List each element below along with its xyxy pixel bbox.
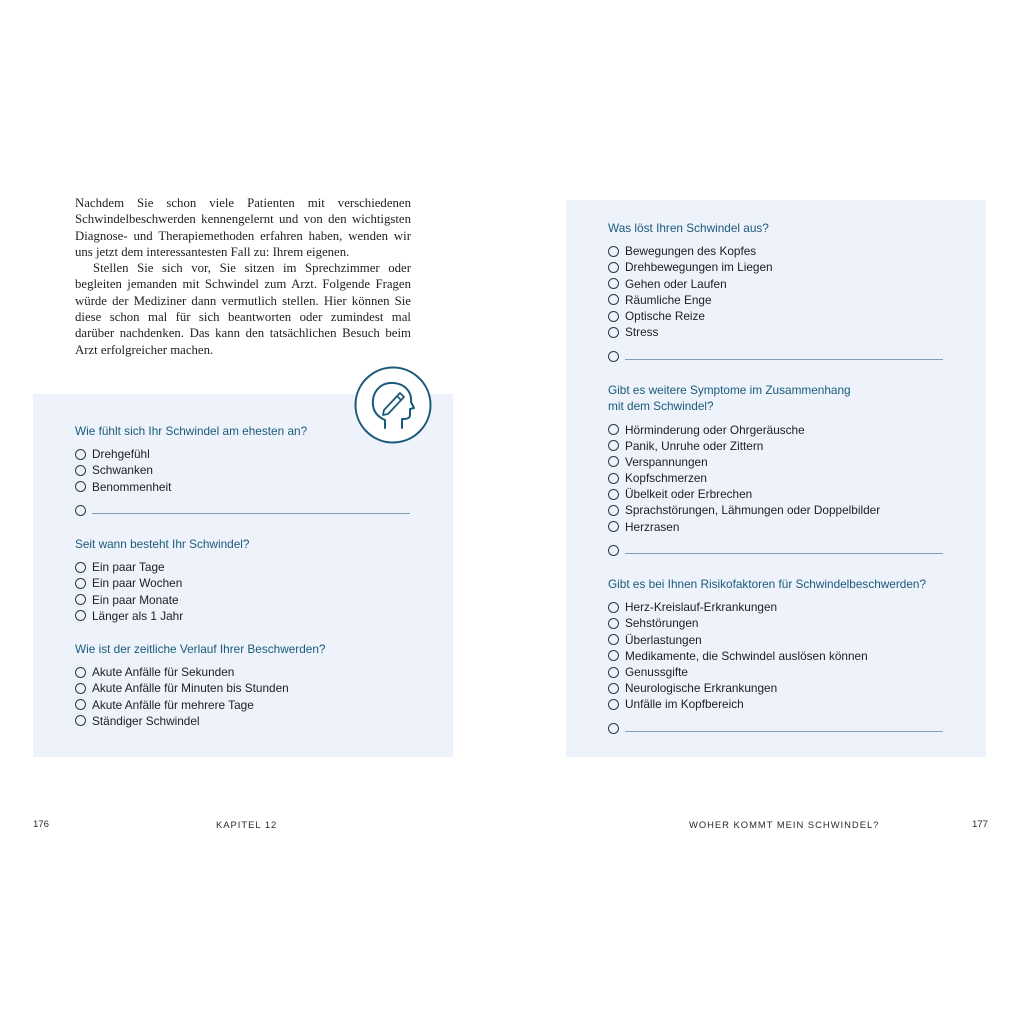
other-answer-field[interactable]	[608, 348, 943, 364]
option-laenger-als-1-jahr[interactable]	[75, 608, 249, 624]
other-answer-field[interactable]	[608, 543, 943, 559]
option-bewegungen-kopf[interactable]	[608, 243, 943, 259]
option-label: Kopfschmerzen	[625, 471, 707, 486]
radio-button[interactable]	[608, 424, 619, 435]
question-title: Wie ist der zeitliche Verlauf Ihrer Beschwerden?	[75, 642, 326, 656]
question-since-when	[75, 536, 249, 624]
radio-button[interactable]	[75, 594, 86, 605]
page-number-right: 177	[972, 819, 989, 830]
option-ueberlastungen[interactable]	[608, 632, 943, 648]
option-verspannungen[interactable]	[608, 454, 943, 470]
option-unfaelle-kopfbereich[interactable]	[608, 696, 943, 712]
option-label: Akute Anfälle für Sekunden	[92, 665, 235, 680]
radio-button[interactable]	[75, 562, 86, 573]
questionnaire-panel-left	[33, 394, 453, 757]
option-sehstoerungen[interactable]	[608, 615, 943, 631]
question-title: Seit wann besteht Ihr Schwindel?	[75, 537, 250, 551]
option-label: Bewegungen des Kopfes	[625, 244, 757, 259]
radio-button[interactable]	[75, 449, 86, 460]
option-label: Überlastungen	[625, 632, 702, 647]
option-label: Ein paar Tage	[92, 560, 165, 575]
option-staendiger-schwindel[interactable]	[75, 713, 325, 729]
question-title: Was löst Ihren Schwindel aus?	[608, 221, 769, 235]
option-gehen-laufen[interactable]	[608, 276, 943, 292]
intro-paragraph-1: Nachdem Sie schon viele Patienten mit verschiedenen Schwindelbeschwerden kennengelernt und von den wichtigsten Diagnose- und Therapiemethoden erfahren haben, wenden wir uns jetzt dem interessantesten Fall zu: Ihrem eigenen.	[75, 196, 411, 259]
option-label: Ständiger Schwindel	[92, 713, 200, 728]
option-neurologische-erkrankungen[interactable]	[608, 680, 943, 696]
option-label: Benommenheit	[92, 479, 172, 494]
other-answer-field[interactable]	[608, 721, 943, 737]
radio-button[interactable]	[608, 246, 619, 257]
radio-button[interactable]	[75, 610, 86, 621]
option-medikamente[interactable]	[608, 648, 943, 664]
option-stress[interactable]	[608, 324, 943, 340]
option-drehbewegungen-liegen[interactable]	[608, 259, 943, 275]
option-label: Sprachstörungen, Lähmungen oder Doppelbilder	[625, 503, 881, 518]
radio-button[interactable]	[75, 715, 86, 726]
option-label: Länger als 1 Jahr	[92, 608, 184, 623]
option-benommenheit[interactable]	[75, 479, 410, 495]
radio-button[interactable]	[608, 650, 619, 661]
option-herzrasen[interactable]	[608, 519, 943, 535]
radio-button[interactable]	[608, 505, 619, 516]
radio-button[interactable]	[608, 473, 619, 484]
option-label: Ein paar Wochen	[92, 576, 183, 591]
running-head-left: KAPITEL 12	[216, 819, 278, 830]
option-label: Sehstörungen	[625, 616, 699, 631]
option-label: Panik, Unruhe oder Zittern	[625, 438, 764, 453]
option-label: Genussgifte	[625, 665, 688, 680]
option-sprachstoerungen[interactable]	[608, 502, 943, 518]
option-label: Hörminderung oder Ohrgeräusche	[625, 422, 805, 437]
question-title	[608, 382, 943, 414]
option-label: Optische Reize	[625, 309, 705, 324]
option-raeumliche-enge[interactable]	[608, 292, 943, 308]
radio-button[interactable]	[75, 683, 86, 694]
option-genussgifte[interactable]	[608, 664, 943, 680]
radio-button[interactable]	[608, 699, 619, 710]
option-label: Unfälle im Kopfbereich	[625, 697, 744, 712]
radio-button[interactable]	[608, 278, 619, 289]
radio-button[interactable]	[608, 618, 619, 629]
radio-button[interactable]	[75, 505, 86, 516]
radio-button[interactable]	[75, 667, 86, 678]
radio-button[interactable]	[608, 521, 619, 532]
question-title-line-2: mit dem Schwindel?	[608, 399, 714, 414]
radio-button[interactable]	[608, 327, 619, 338]
option-label: Übelkeit oder Erbrechen	[625, 487, 753, 502]
option-label: Neurologische Erkrankungen	[625, 681, 778, 696]
option-akute-anfaelle-minuten[interactable]	[75, 680, 325, 696]
option-label: Verspannungen	[625, 454, 708, 469]
option-label: Akute Anfälle für Minuten bis Stunden	[92, 681, 289, 696]
option-uebelkeit[interactable]	[608, 486, 943, 502]
option-optische-reize[interactable]	[608, 308, 943, 324]
answer-line[interactable]	[625, 553, 943, 554]
option-label: Herzrasen	[625, 519, 680, 534]
head-pencil-icon	[354, 366, 432, 444]
option-label: Herz-Kreislauf-Erkrankungen	[625, 600, 778, 615]
questionnaire-panel-right	[566, 200, 986, 757]
option-hoerminderung[interactable]	[608, 421, 943, 437]
answer-line[interactable]	[92, 513, 410, 514]
radio-button[interactable]	[608, 683, 619, 694]
option-ein-paar-monate[interactable]	[75, 592, 249, 608]
radio-button[interactable]	[608, 489, 619, 500]
option-schwanken[interactable]	[75, 462, 410, 478]
radio-button[interactable]	[608, 456, 619, 467]
radio-button[interactable]	[608, 311, 619, 322]
page-number-left: 176	[33, 819, 50, 830]
option-ein-paar-tage[interactable]	[75, 559, 249, 575]
question-time-course	[75, 641, 325, 729]
option-drehgefuehl[interactable]	[75, 446, 410, 462]
option-label: Ein paar Monate	[92, 592, 179, 607]
radio-button[interactable]	[75, 481, 86, 492]
option-label: Akute Anfälle für mehrere Tage	[92, 697, 254, 712]
question-risk-factors	[608, 576, 943, 737]
radio-button[interactable]	[608, 634, 619, 645]
option-label: Stress	[625, 325, 659, 340]
option-label: Medikamente, die Schwindel auslösen können	[625, 648, 868, 663]
radio-button[interactable]	[608, 602, 619, 613]
radio-button[interactable]	[608, 351, 619, 362]
radio-button[interactable]	[75, 699, 86, 710]
option-ein-paar-wochen[interactable]	[75, 575, 249, 591]
intro-paragraph-2: Stellen Sie sich vor, Sie sitzen im Sprechzimmer oder begleiten jemanden mit Schwindel zum Arzt. Folgende Fragen würde der Mediziner dann vermutlich stellen. Hier können Sie diese schon mal für sich beantworten oder zumindest mal darüber nachdenken. Das kann den tatsächlichen Besuch beim Arzt erfolgreicher machen.	[75, 261, 411, 357]
option-label: Schwanken	[92, 463, 153, 478]
radio-button[interactable]	[608, 440, 619, 451]
other-answer-field[interactable]	[75, 503, 410, 519]
radio-button[interactable]	[608, 262, 619, 273]
option-kopfschmerzen[interactable]	[608, 470, 943, 486]
radio-button[interactable]	[75, 578, 86, 589]
option-panik[interactable]	[608, 438, 943, 454]
question-title-line-1: Gibt es weitere Symptome im Zusammenhang	[608, 383, 851, 397]
intro-text	[75, 195, 411, 358]
radio-button[interactable]	[608, 294, 619, 305]
option-label: Drehgefühl	[92, 447, 150, 462]
radio-button[interactable]	[75, 465, 86, 476]
option-label: Räumliche Enge	[625, 292, 712, 307]
radio-button[interactable]	[608, 667, 619, 678]
question-title: Gibt es bei Ihnen Risikofaktoren für Schwindelbeschwerden?	[608, 577, 927, 591]
question-title: Wie fühlt sich Ihr Schwindel am ehesten an?	[75, 424, 308, 438]
question-triggers	[608, 220, 943, 364]
answer-line[interactable]	[625, 731, 943, 732]
option-label: Drehbewegungen im Liegen	[625, 260, 773, 275]
option-akute-anfaelle-sekunden[interactable]	[75, 664, 325, 680]
option-akute-anfaelle-tage[interactable]	[75, 697, 325, 713]
question-symptoms	[608, 382, 943, 559]
radio-button[interactable]	[608, 723, 619, 734]
running-head-right: WOHER KOMMT MEIN SCHWINDEL?	[689, 819, 880, 830]
option-label: Gehen oder Laufen	[625, 276, 727, 291]
answer-line[interactable]	[625, 359, 943, 360]
radio-button[interactable]	[608, 545, 619, 556]
option-herz-kreislauf[interactable]	[608, 599, 943, 615]
